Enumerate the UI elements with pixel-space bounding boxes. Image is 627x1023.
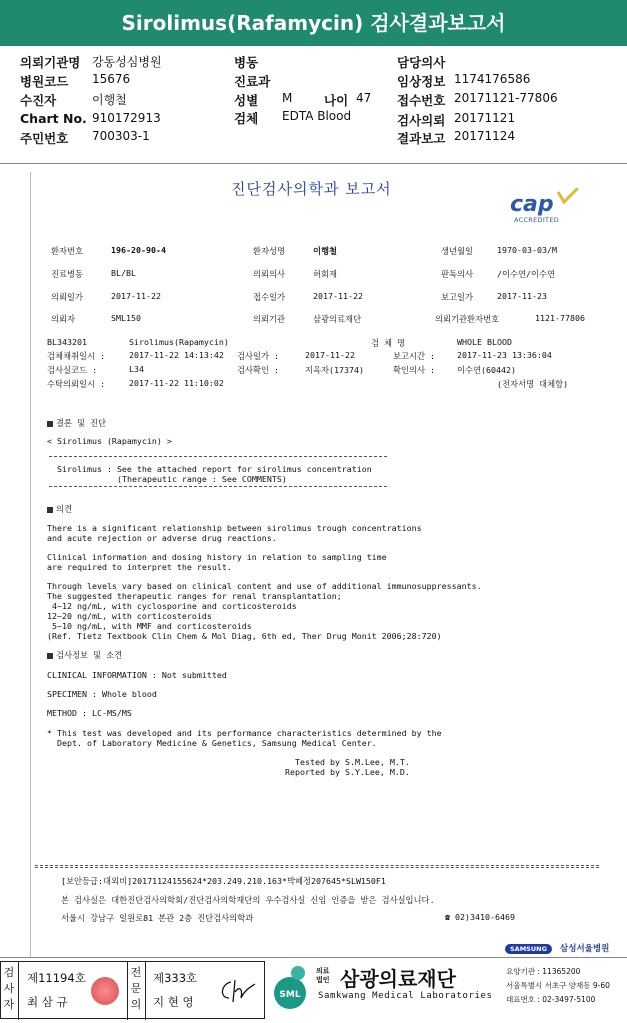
- comment-p2-l2: are required to interpret the result.: [47, 562, 232, 572]
- inspector-vertical-1: 검: [3, 966, 15, 979]
- comment-p3-l6: (Ref. Tietz Textbook Clin Chem & Mol Diag, 6th ed, Ther Drug Monit 2006;28:720): [47, 631, 442, 641]
- req-doctor-label: 의뢰의사: [253, 269, 286, 279]
- tested-by: Tested by S.M.Lee, M.T.: [295, 757, 410, 767]
- foundation-info-code: 요양기관 : 11365200: [506, 967, 581, 976]
- report-date-value: 2017-11-23: [497, 291, 547, 301]
- comment-p1-l2: and acute rejection or adverse drug reactions.: [47, 533, 277, 543]
- entrust-time-label: 수탁의뢰일시 :: [47, 379, 106, 389]
- req-org-patient-no-label: 의뢰기관환자번호: [435, 314, 500, 324]
- foundation-info-phone: 대표번호 : 02-3497-5100: [506, 995, 596, 1004]
- patient-no-value: 196-20-90-4: [111, 245, 166, 255]
- header-info: [0, 46, 627, 166]
- report-footer-divider: [35, 865, 599, 868]
- result-line-2: (Therapeutic range : See COMMENTS): [117, 474, 287, 484]
- doctor-label: 담당의사: [397, 55, 446, 70]
- foundation-name: 삼광의료재단: [340, 967, 456, 991]
- entrust-time-value: 2017-11-22 11:10:02: [129, 378, 224, 388]
- clinical-info-label: 임상정보: [397, 74, 446, 89]
- foundation-law-label: 의료 법인: [316, 967, 330, 984]
- lab-phone: ☎ 02)3410-6469: [445, 912, 515, 922]
- req-org-label: 의뢰기관: [253, 314, 286, 324]
- section-square-icon: [47, 653, 53, 659]
- request-date-label: 검사의뢰: [397, 113, 446, 128]
- hospital-code-value: 15676: [92, 72, 131, 86]
- test-date-value: 2017-11-22: [305, 350, 355, 360]
- signature-icon: [217, 976, 257, 1006]
- lab-report-title: 진단검사의학과 보고서: [231, 180, 392, 198]
- patient-name-value: 이행철: [313, 246, 338, 256]
- lab-address: 서울시 강남구 일원로81 본관 2층 진단검사의학과: [61, 913, 254, 923]
- header-divider: [0, 163, 627, 164]
- confirm-doctor-value: 이수연(60442): [457, 365, 517, 375]
- comment-p3-l5: 5~10 ng/mL, with MMF and corticosteroids: [47, 621, 252, 631]
- requester-label: 의뢰자: [51, 314, 76, 324]
- lab-report: [30, 172, 627, 957]
- reading-doctor-label: 판독의사: [441, 269, 474, 279]
- test-date-label: 검사일가 :: [237, 351, 280, 361]
- inspector-license: 제11194호: [27, 971, 86, 985]
- sml-logo-icon: [270, 963, 310, 1013]
- birth-value: 1970-03-03/M: [497, 245, 557, 255]
- lab-code-label: 검사실코드 :: [47, 365, 98, 375]
- req-doctor-value: 허회재: [313, 269, 338, 279]
- samsung-badge: SAMSUNG: [505, 944, 552, 954]
- foundation-info-address: 서울특별시 서초구 양재동 9-60: [506, 981, 610, 990]
- req-org-value: 삼광의료재단: [313, 314, 362, 324]
- receipt-date-value: 2017-11-22: [313, 291, 363, 301]
- patient-no-label: 환자번호: [51, 246, 84, 256]
- doctor-license: 제333호: [153, 971, 198, 985]
- phone-icon: ☎: [445, 912, 455, 922]
- report-date-label: 보고일가: [441, 292, 474, 302]
- age-value: 47: [356, 91, 372, 105]
- collect-time-value: 2017-11-22 14:13:42: [129, 350, 224, 360]
- ward-value: BL/BL: [111, 268, 136, 278]
- confirm-doctor-label: 확인의사 :: [393, 365, 436, 375]
- report-time-value: 2017-11-23 13:36:04: [457, 350, 552, 360]
- signature-footer: [0, 957, 627, 1023]
- birth-label: 생년월일: [441, 246, 474, 256]
- method-information: METHOD : LC-MS/MS: [47, 708, 132, 718]
- lab-code-value: L34: [129, 364, 144, 374]
- receipt-date-label: 접수일가: [253, 292, 286, 302]
- specimen-value: EDTA Blood: [282, 109, 352, 123]
- request-date-value: 20171121: [454, 111, 516, 125]
- age-label: 나이: [324, 93, 349, 108]
- foundation-info: [506, 965, 610, 1007]
- info-section-heading: 검사정보 및 소견: [47, 649, 122, 661]
- req-date-value: 2017-11-22: [111, 291, 161, 301]
- reading-doctor-value: /이수연/이수연: [497, 269, 556, 279]
- test-confirm-value: 지옥자(17374): [305, 365, 365, 375]
- comment-p1-l1: There is a significant relationship between sirolimus trough concentrations: [47, 523, 422, 533]
- patient-name-label: 환자성명: [253, 246, 286, 256]
- receipt-no-value: 20171121-77806: [454, 91, 558, 105]
- inspector-vertical-2: 사: [3, 982, 15, 995]
- cap-accredited-text: ACCREDITED: [514, 216, 560, 224]
- receipt-no-label: 접수번호: [397, 93, 446, 108]
- doctor-vertical-3: 의: [130, 998, 142, 1011]
- requester-value: SML150: [111, 313, 141, 323]
- result-section-heading: 결론 및 진단: [47, 417, 106, 429]
- security-line: [보안등급:대외비]20171124155624*203.249.210.163*박혜정207645*SLW150F1: [61, 876, 386, 886]
- specimen-label: 검체: [234, 111, 259, 126]
- comment-p3-l2: The suggested therapeutic ranges for renal transplantation;: [47, 591, 342, 601]
- inspector-name: 최 삼 규: [27, 995, 68, 1009]
- comment-p2-l1: Clinical information and dosing history in relation to sampling time: [47, 552, 387, 562]
- doctor-name: 지 현 영: [153, 995, 194, 1009]
- signature-box: [0, 961, 265, 1019]
- hospital-code-label: 병원코드: [20, 74, 69, 89]
- note-line-2: Dept. of Laboratory Medicine & Genetics, Samsung Medical Center.: [47, 738, 377, 748]
- reported-by: Reported by S.Y.Lee, M.D.: [285, 767, 410, 777]
- clinical-information: CLINICAL INFORMATION : Not submitted: [47, 670, 227, 680]
- specimen-name-label: 검 체 명: [371, 338, 406, 348]
- doctor-vertical-1: 전: [130, 966, 142, 979]
- hospital-value: 강동성심병원: [92, 55, 162, 69]
- samsung-hospital-name: 삼성서울병원: [560, 944, 610, 954]
- resident-no-label: 주민번호: [20, 131, 69, 146]
- clinical-info-value: 1174176586: [454, 72, 531, 86]
- cap-accredited-logo: [506, 188, 586, 224]
- comment-p3-l1: Through levels vary based on clinical content and use of additional immunosuppressants.: [47, 581, 482, 591]
- req-date-label: 의뢰일가: [51, 292, 84, 302]
- test-confirm-label: 검사확인 :: [237, 365, 280, 375]
- resident-no-value: 700303-1: [92, 129, 150, 143]
- sex-value: M: [282, 91, 293, 105]
- comment-section-heading: 의견: [47, 503, 72, 515]
- result-line-1: Sirolimus : See the attached report for sirolimus concentration: [57, 464, 372, 474]
- result-top-divider: [49, 456, 387, 457]
- report-date-label: 결과보고: [397, 131, 446, 146]
- sex-label: 성별: [234, 93, 259, 108]
- sml-logo-text: SML: [279, 990, 301, 1000]
- collect-time-label: 검체채취일시 :: [47, 351, 106, 361]
- section-square-icon: [47, 507, 53, 513]
- comment-p3-l4: 12~20 ng/mL, with corticosteroids: [47, 611, 212, 621]
- test-name: Sirolimus(Rapamycin): [129, 337, 229, 347]
- patient-label: 수진자: [20, 93, 57, 108]
- note-line-1: * This test was developed and its performance characteristics determined by the: [47, 728, 442, 738]
- hospital-label: 의뢰기관명: [20, 55, 81, 70]
- department-label: 진료과: [234, 74, 271, 89]
- doctor-vertical-2: 문: [130, 982, 142, 995]
- ward-label: 진료병동: [51, 269, 84, 279]
- certification-line: 본 검사실은 대한진단검사의학회/진단검사의학재단의 우수검사실 신임 인증을 받은 검사실입니다.: [61, 895, 435, 905]
- samsung-logo: [505, 936, 609, 955]
- patient-value: 이행철: [92, 93, 127, 107]
- red-seal-stamp-icon: [91, 977, 119, 1005]
- result-bottom-divider: [49, 486, 387, 487]
- section-square-icon: [47, 421, 53, 427]
- specimen-information: SPECIMEN : Whole blood: [47, 689, 157, 699]
- foundation-english-name: Samkwang Medical Laboratories: [318, 991, 493, 1001]
- report-title: Sirolimus(Rafamycin) 검사결과보고서: [121, 11, 506, 35]
- inspector-vertical-3: 자: [3, 998, 15, 1011]
- specimen-name-value: WHOLE BLOOD: [457, 337, 512, 347]
- report-time-label: 보고시간 :: [393, 351, 436, 361]
- result-test-name: < Sirolimus (Rapamycin) >: [47, 436, 172, 446]
- req-org-patient-no-value: 1121-77806: [535, 313, 585, 323]
- comment-p3-l3: 4~12 ng/mL, with cyclosporine and corticosteroids: [47, 601, 297, 611]
- chart-no-label: Chart No.: [20, 111, 87, 126]
- e-signature-note: (전자서명 대체함): [497, 379, 569, 389]
- report-date-value: 20171124: [454, 129, 516, 143]
- cap-text: cap: [510, 192, 554, 217]
- report-title-bar: [0, 0, 627, 46]
- chart-no-value: 910172913: [92, 111, 161, 125]
- ward-label: 병동: [234, 55, 259, 70]
- test-code: BL343201: [47, 337, 87, 347]
